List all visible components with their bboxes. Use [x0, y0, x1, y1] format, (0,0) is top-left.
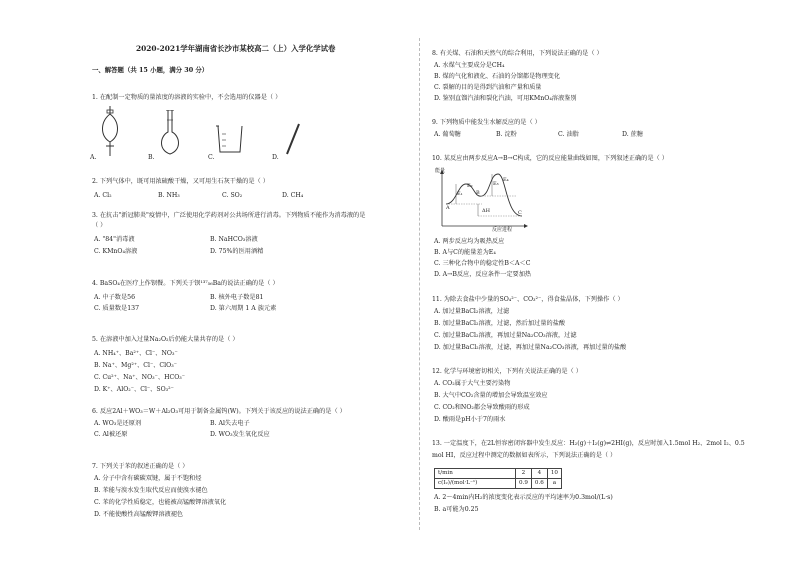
page-title: 2020-2021学年湖南省长沙市某校高二（上）入学化学试卷 — [136, 44, 336, 53]
volumetric-flask-icon — [158, 110, 182, 156]
q12-option-d[interactable]: D. 酸雨是pH小于7的雨水 — [434, 416, 506, 423]
label-e2: E₂ — [467, 183, 473, 189]
q3-stem: 3. 在抗击"新冠肺炎"疫情中，广泛使用化学药剂对公共场所进行消毒。下列物质不能作为消毒液的是 — [92, 212, 366, 219]
q4-option-b[interactable]: B. 核外电子数是81 — [210, 294, 264, 301]
q10-stem: 10. 某反应由两步反应A→B→C构成，它的反应能量曲线如图，下列叙述正确的是（ ） — [432, 155, 668, 162]
q7-option-a[interactable]: A. 分子中含有碳碳双键，属于不饱和烃 — [94, 475, 202, 482]
q3-option-a[interactable]: A. "84"消毒液 — [94, 236, 135, 243]
q5-stem: 5. 在溶液中加入过量Na₂O₂后仍能大量共存的是（ ） — [92, 336, 239, 343]
q13-option-a[interactable]: A. 2～4min内H₂的浓度变化表示反应的平均速率为0.3mol/(L·s) — [434, 494, 613, 501]
q7-option-b[interactable]: B. 苯能与溴水发生取代反应而使溴水褪色 — [94, 487, 208, 494]
column-divider — [419, 38, 420, 530]
q7-option-c[interactable]: C. 苯的化学性质稳定，也能被高锰酸钾溶液氧化 — [94, 499, 227, 506]
label-a: A — [446, 205, 450, 211]
q2-option-c[interactable]: C. SO₂ — [222, 192, 243, 199]
label-e3: E₃ — [493, 181, 499, 187]
beaker-icon — [216, 124, 244, 154]
q6-option-d[interactable]: D. WO₃发生氧化反应 — [210, 431, 270, 438]
label-delta-h: ΔH — [482, 208, 490, 214]
label-b: B — [476, 190, 480, 196]
label-e1: E₁ — [457, 191, 463, 197]
q3-option-d[interactable]: D. 75%的医用酒精 — [210, 248, 264, 255]
table-header-cell: 4 — [531, 469, 547, 479]
table-row — [435, 469, 562, 479]
q13-data-table — [434, 468, 562, 489]
q10-option-c[interactable]: C. 三种化合物中的稳定性B＜A＜C — [434, 260, 531, 267]
q3-option-b[interactable]: B. NaHCO₃溶液 — [210, 236, 258, 243]
q10-option-b[interactable]: B. A与C的能量差为E₄ — [434, 249, 496, 256]
q4-option-c[interactable]: C. 质量数是137 — [94, 305, 140, 312]
q9-option-a[interactable]: A. 葡萄糖 — [434, 131, 461, 138]
q5-option-d[interactable]: D. K⁺、AlO₂⁻、Cl⁻、SO₃²⁻ — [94, 386, 174, 393]
section-heading: 一、解答题（共 15 小题，满分 30 分） — [92, 66, 209, 74]
q1-label-b: B. — [148, 154, 155, 161]
label-c: C — [518, 210, 522, 216]
q4-option-a[interactable]: A. 中子数是56 — [94, 294, 136, 301]
q6-stem: 6. 反应2Al＋WO₃＝W＋Al₂O₃可用于制备金属钨(W)。下列关于该反应的说法正确的是（ ） — [92, 408, 346, 415]
q9-option-c[interactable]: C. 油脂 — [558, 131, 579, 138]
q6-option-a[interactable]: A. WO₃是还原剂 — [94, 420, 142, 427]
table-cell: c(I₂)/(mol·L⁻¹) — [435, 479, 516, 489]
q10-option-a[interactable]: A. 两步反应均为吸热反应 — [434, 238, 505, 245]
table-header-cell: 10 — [547, 469, 561, 479]
q6-option-c[interactable]: C. Al被还原 — [94, 431, 128, 438]
q9-stem: 9. 下列物质中能发生水解反应的是（ ） — [432, 119, 541, 126]
table-row — [435, 479, 562, 489]
separatory-funnel-icon — [98, 106, 122, 156]
q12-option-c[interactable]: C. CO₂和NO₂都会导致酸雨的形成 — [434, 404, 530, 411]
q5-option-a[interactable]: A. NH₄⁺、Ba²⁺、Cl⁻、NO₃⁻ — [94, 350, 178, 357]
q11-option-c[interactable]: C. 加过量BaCl₂溶液，再加过量Na₂CO₃溶液，过滤 — [434, 332, 577, 339]
table-cell: 0.9 — [516, 479, 532, 489]
q11-option-d[interactable]: D. 加过量BaCl₂溶液，过滤，再加过量Na₂CO₃溶液，再加过量的盐酸 — [434, 344, 627, 351]
q9-option-d[interactable]: D. 蔗糖 — [622, 131, 644, 138]
q11-stem: 11. 为除去食盐中少量的SO₄²⁻、CO₃²⁻，得食盐晶体，下列操作（ ） — [432, 296, 624, 303]
label-e4: E₄ — [503, 177, 509, 183]
q1-label-a: A. — [90, 154, 97, 161]
q2-stem: 2. 下列气体中，既可用浓硫酸干燥，又可用生石灰干燥的是（ ） — [92, 178, 269, 185]
q8-option-c[interactable]: C. 裂解的目的是得到汽油和产量和质量 — [434, 84, 542, 91]
q13-stem-cont: mol HI，反应过程中测定的数据如表所示，下列说法正确的是（ ） — [432, 452, 617, 459]
q1-stem: 1. 在配制一定物质的量浓度的溶液的实验中，不会选用的仪器是（ ） — [92, 94, 282, 101]
q8-stem: 8. 有关煤、石油和天然气的综合利用，下列说法正确的是（ ） — [432, 50, 603, 57]
q4-stem: 4. BaSO₄在医疗上作钡餐。下列关于钡¹³⁷₅₆Ba的说法正确的是（ ） — [92, 280, 279, 287]
q9-option-b[interactable]: B. 淀粉 — [496, 131, 517, 138]
table-header-cell: 2 — [516, 469, 532, 479]
q12-option-a[interactable]: A. CO₂属于大气主要污染物 — [434, 380, 511, 387]
table-header-cell: t/min — [435, 469, 516, 479]
q7-option-d[interactable]: D. 不能使酸性高锰酸钾溶液褪色 — [94, 511, 184, 518]
glass-rod-icon — [284, 122, 302, 158]
table-cell: 0.6 — [531, 479, 547, 489]
q2-option-b[interactable]: B. NH₃ — [158, 192, 180, 199]
q12-stem: 12. 化学与环境密切相关，下列有关说法正确的是（ ） — [432, 368, 582, 375]
q8-option-b[interactable]: B. 煤的气化和液化、石油的分馏都是物理变化 — [434, 73, 561, 80]
q5-option-b[interactable]: B. Na⁺、Mg²⁺、Cl⁻、ClO₃⁻ — [94, 362, 177, 369]
q3-option-c[interactable]: C. KMnO₄溶液 — [94, 248, 138, 255]
q4-option-d[interactable]: D. 第六周期 1 A 族元素 — [210, 305, 277, 312]
q2-option-d[interactable]: D. CH₄ — [282, 192, 304, 199]
q7-stem: 7. 下列关于苯的叙述正确的是（ ） — [92, 463, 189, 470]
energy-axis-label: 能量 — [435, 168, 446, 174]
energy-diagram — [436, 168, 532, 232]
q1-label-d: D. — [272, 154, 279, 161]
progress-axis-label: 反应进程 — [492, 227, 513, 233]
q13-stem: 13. 一定温度下，在2L恒容密闭容器中发生反应：H₂(g)＋I₂(g)⇌2HI(g)，反应时加入1.5mol H₂、2mol I₂、0.5 — [432, 440, 745, 447]
q13-option-b[interactable]: B. a可能为0.25 — [434, 506, 479, 513]
q1-label-c: C. — [208, 154, 215, 161]
q10-option-d[interactable]: D. A→B反应，反应条件一定要加热 — [434, 271, 532, 278]
q11-option-a[interactable]: A. 加过量BaCl₂溶液，过滤 — [434, 308, 510, 315]
q8-option-d[interactable]: D. 鉴别直馏汽油和裂化汽油，可用KMnO₄溶液鉴别 — [434, 95, 577, 102]
q8-option-a[interactable]: A. 水煤气主要成分是CH₄ — [434, 62, 505, 69]
q12-option-b[interactable]: B. 大气中CO₂含量的增加会导致温室效应 — [434, 392, 548, 399]
q11-option-b[interactable]: B. 加过量BaCl₂溶液，过滤，然后加过量的盐酸 — [434, 320, 566, 327]
q6-option-b[interactable]: B. Al失去电子 — [210, 420, 250, 427]
q2-option-a[interactable]: A. Cl₂ — [94, 192, 112, 199]
q3-stem-end: （ ） — [92, 222, 107, 229]
q5-option-c[interactable]: C. Cu²⁺、Na⁺、NO₃⁻、HCO₃⁻ — [94, 374, 186, 381]
table-cell: a — [547, 479, 561, 489]
